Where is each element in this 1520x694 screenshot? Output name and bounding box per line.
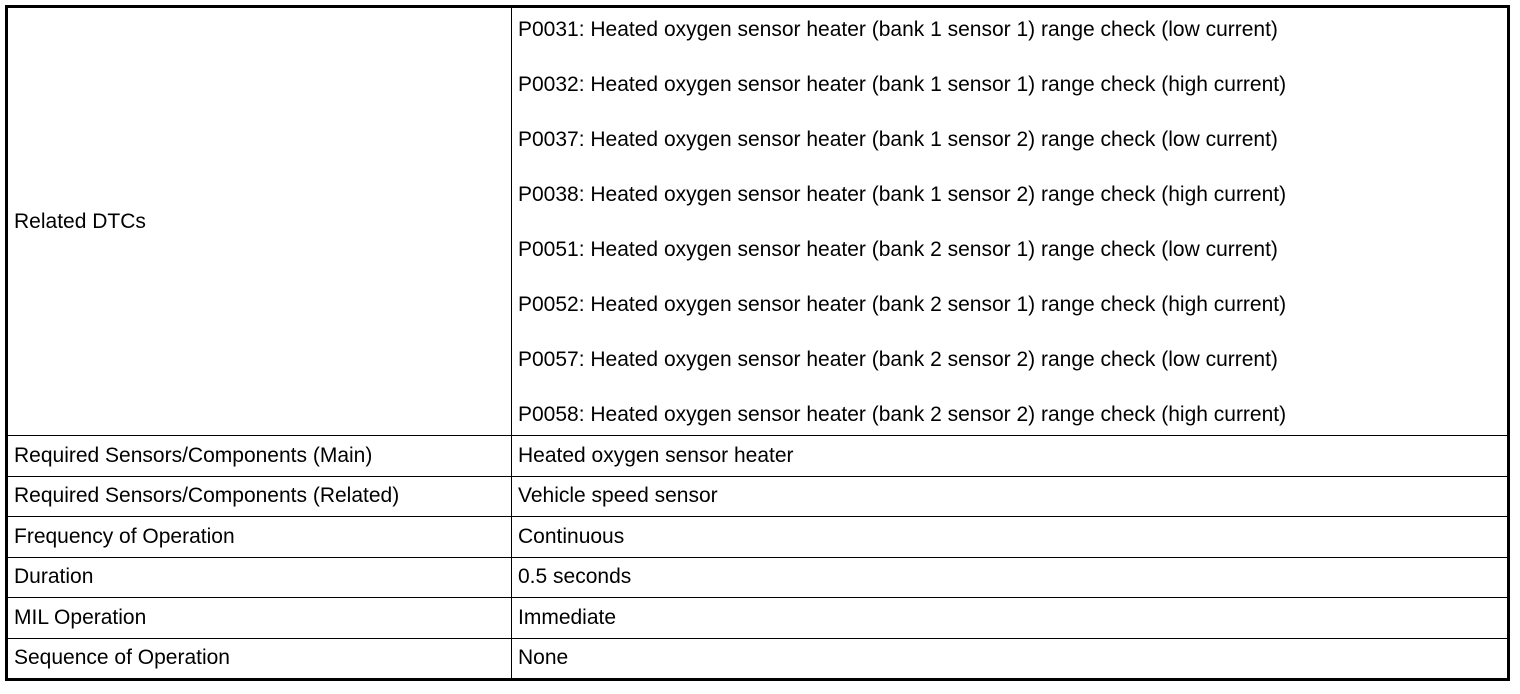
row-label-duration: Duration bbox=[7, 557, 512, 598]
table-row-duration bbox=[7, 557, 1509, 598]
dtc-item: P0031: Heated oxygen sensor heater (bank 1 sensor 1) range check (low current) bbox=[518, 18, 1278, 41]
row-value-required-main: Heated oxygen sensor heater bbox=[512, 436, 1509, 477]
row-label-related-dtcs: Related DTCs bbox=[7, 7, 512, 436]
table-row-required-related bbox=[7, 476, 1509, 517]
dtc-item: P0038: Heated oxygen sensor heater (bank 1 sensor 2) range check (high current) bbox=[518, 183, 1287, 206]
dtc-list-cell bbox=[512, 7, 1509, 436]
row-label-sequence: Sequence of Operation bbox=[7, 638, 512, 680]
row-value-mil-operation: Immediate bbox=[512, 598, 1509, 639]
dtc-spec-table bbox=[5, 5, 1510, 681]
row-label-frequency: Frequency of Operation bbox=[7, 517, 512, 558]
table-row-required-main bbox=[7, 436, 1509, 477]
dtc-item: P0032: Heated oxygen sensor heater (bank 1 sensor 1) range check (high current) bbox=[518, 73, 1287, 96]
table-row-related-dtcs bbox=[7, 7, 1509, 436]
row-label-required-main: Required Sensors/Components (Main) bbox=[7, 436, 512, 477]
dtc-item: P0051: Heated oxygen sensor heater (bank 2 sensor 1) range check (low current) bbox=[518, 238, 1278, 261]
row-value-frequency: Continuous bbox=[512, 517, 1509, 558]
dtc-item: P0052: Heated oxygen sensor heater (bank 2 sensor 1) range check (high current) bbox=[518, 293, 1287, 316]
row-value-duration: 0.5 seconds bbox=[512, 557, 1509, 598]
row-label-required-related: Required Sensors/Components (Related) bbox=[7, 476, 512, 517]
table-row-sequence bbox=[7, 638, 1509, 680]
row-value-required-related: Vehicle speed sensor bbox=[512, 476, 1509, 517]
dtc-item: P0058: Heated oxygen sensor heater (bank 2 sensor 2) range check (high current) bbox=[518, 403, 1287, 426]
dtc-item: P0037: Heated oxygen sensor heater (bank 1 sensor 2) range check (low current) bbox=[518, 128, 1278, 151]
row-label-mil-operation: MIL Operation bbox=[7, 598, 512, 639]
table-row-mil-operation bbox=[7, 598, 1509, 639]
dtc-item: P0057: Heated oxygen sensor heater (bank 2 sensor 2) range check (low current) bbox=[518, 348, 1278, 371]
row-value-sequence: None bbox=[512, 638, 1509, 680]
table-row-frequency bbox=[7, 517, 1509, 558]
